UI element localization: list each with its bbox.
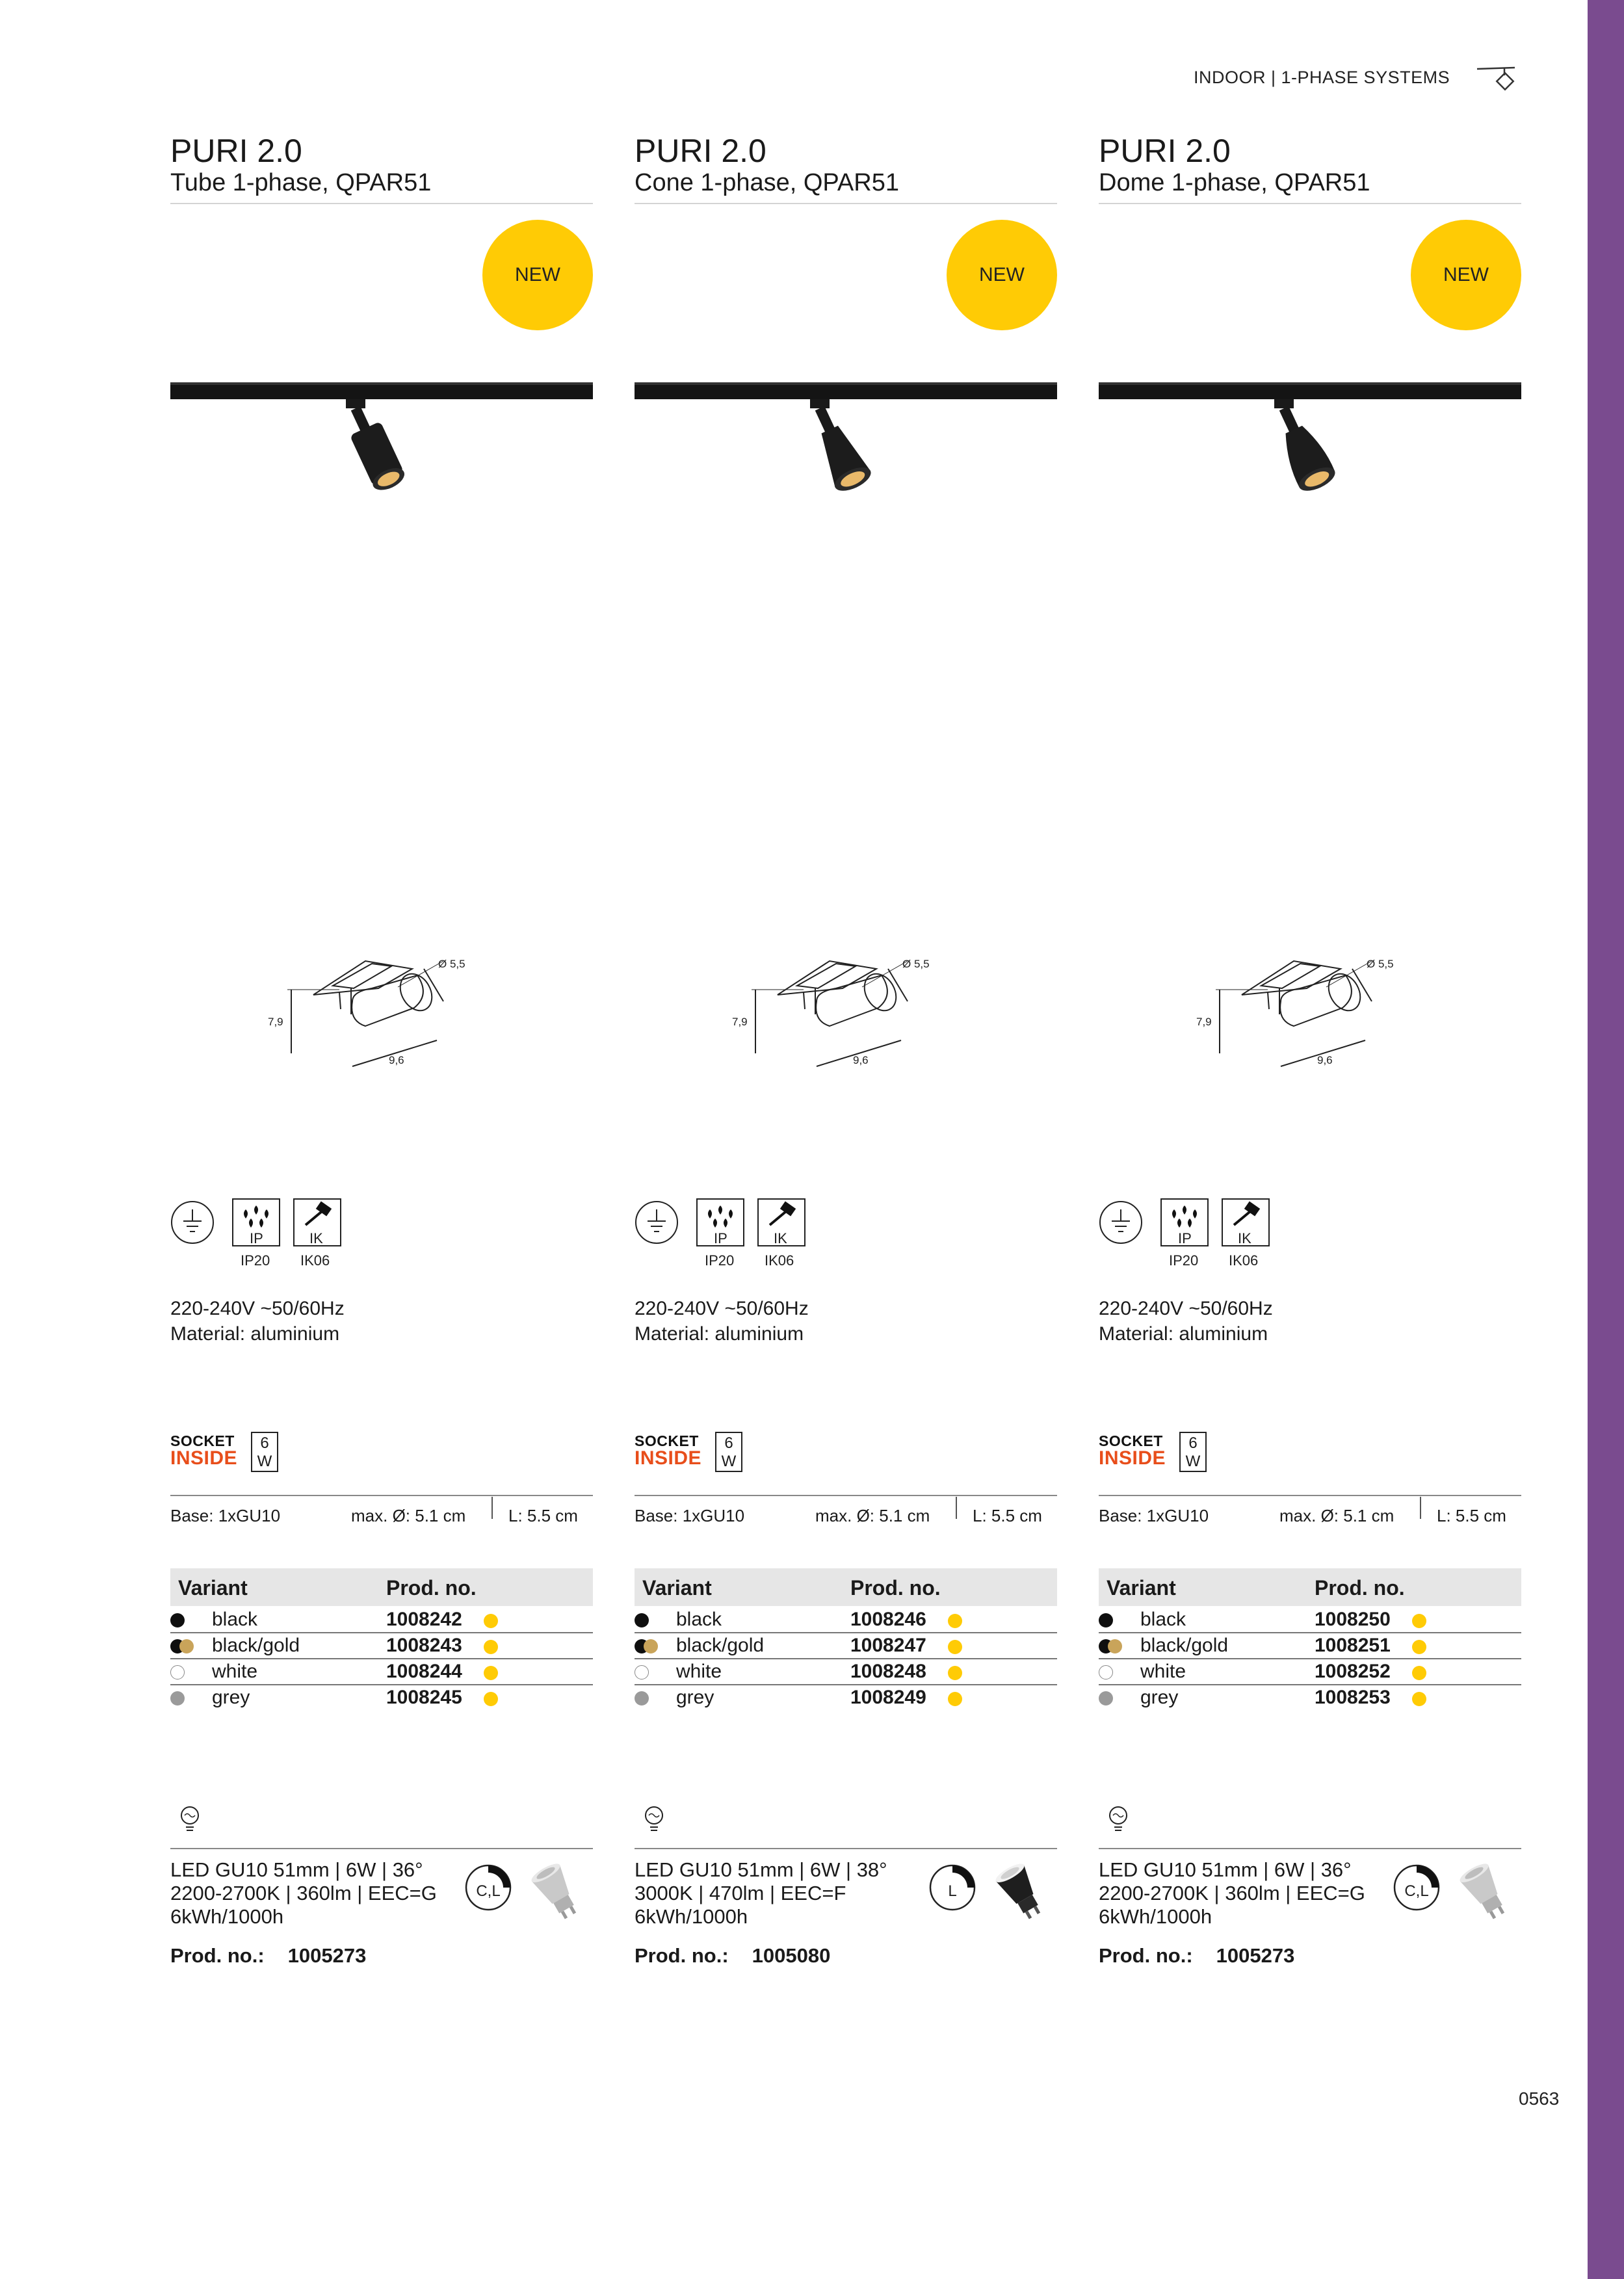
divider xyxy=(1099,203,1521,204)
led-lamp-spec: LED GU10 51mm | 6W | 36° 2200-2700K | 360lm | EEC=G 6kWh/1000h xyxy=(170,1858,437,1928)
gu10-lamp-image xyxy=(1450,1857,1521,1929)
product-subtitle: Dome 1-phase, QPAR51 xyxy=(1099,169,1370,196)
product-number: 1008252 xyxy=(1315,1661,1391,1682)
divider xyxy=(1420,1497,1421,1519)
diameter-label: Ø 5,5 xyxy=(1367,958,1394,970)
diameter-label: Ø 5,5 xyxy=(438,958,465,970)
availability-dot xyxy=(484,1614,498,1628)
ik-rating-icon xyxy=(294,1199,341,1269)
swatch-grey xyxy=(1099,1691,1113,1706)
light-bulb-icon xyxy=(1105,1804,1131,1836)
svg-text:L: L xyxy=(948,1882,957,1900)
gu10-lamp-image xyxy=(986,1857,1057,1929)
availability-dot xyxy=(484,1640,498,1654)
availability-dot xyxy=(1412,1614,1426,1628)
socket-inside-logo: SOCKET INSIDE xyxy=(1099,1432,1166,1469)
table-row xyxy=(1099,1607,1521,1633)
availability-dot xyxy=(484,1666,498,1680)
svg-text:C,L: C,L xyxy=(1404,1882,1429,1900)
svg-text:IK: IK xyxy=(774,1230,787,1246)
table-row xyxy=(635,1659,1057,1685)
dimmable-icon xyxy=(927,1862,978,1913)
product-number: 1008248 xyxy=(850,1661,926,1682)
height-label: 7,9 xyxy=(1196,1016,1212,1028)
product-photo xyxy=(635,377,1057,533)
table-row xyxy=(1099,1633,1521,1659)
product-column-cone xyxy=(635,0,1057,2279)
dimmable-icon xyxy=(463,1862,514,1913)
dimension-drawing xyxy=(268,943,495,1079)
variant-name: black/gold xyxy=(1140,1635,1229,1656)
max-diameter: max. Ø: 5.1 cm xyxy=(1279,1506,1395,1525)
variant-name: black xyxy=(1140,1609,1186,1630)
lamp-prod-no: Prod. no.: 1005273 xyxy=(170,1944,367,1967)
variant-name: white xyxy=(1140,1661,1186,1682)
divider xyxy=(170,1848,593,1849)
product-title: PURI 2.0 xyxy=(635,133,766,169)
product-number: 1008250 xyxy=(1315,1609,1391,1630)
protection-class-icon xyxy=(172,1202,213,1243)
table-row xyxy=(170,1659,593,1685)
divider xyxy=(491,1497,493,1519)
product-column-dome xyxy=(1099,0,1521,2279)
base-type: Base: 1xGU10 xyxy=(1099,1506,1209,1525)
page-number: 0563 xyxy=(1519,2088,1560,2109)
table-row xyxy=(170,1685,593,1711)
table-row xyxy=(170,1633,593,1659)
dimmable-icon xyxy=(1391,1862,1442,1913)
section-header: INDOOR | 1-PHASE SYSTEMS xyxy=(1194,68,1450,87)
new-badge: NEW xyxy=(482,220,593,330)
base-type: Base: 1xGU10 xyxy=(170,1506,281,1525)
variant-name: grey xyxy=(1140,1687,1179,1708)
certification-icons xyxy=(635,1195,856,1273)
product-number: 1008251 xyxy=(1315,1635,1391,1656)
product-number: 1008242 xyxy=(386,1609,462,1630)
certification-icons xyxy=(170,1195,391,1273)
new-badge: NEW xyxy=(1411,220,1521,330)
availability-dot xyxy=(1412,1666,1426,1680)
svg-text:C,L: C,L xyxy=(476,1882,501,1900)
swatch-white xyxy=(1099,1665,1113,1680)
variant-table-header: Variant Prod. no. xyxy=(1099,1568,1521,1606)
material-spec: Material: aluminium xyxy=(1099,1323,1268,1345)
product-number: 1008245 xyxy=(386,1687,462,1708)
variant-name: white xyxy=(676,1661,722,1682)
voltage-spec: 220-240V ~50/60Hz xyxy=(1099,1298,1273,1319)
length-label: 9,6 xyxy=(853,1054,869,1066)
certification-icons xyxy=(1099,1195,1320,1273)
divider xyxy=(170,1495,593,1496)
swatch-black xyxy=(1099,1613,1113,1627)
product-column-tube xyxy=(170,0,593,2279)
svg-text:IP: IP xyxy=(714,1230,727,1246)
wattage-box: 6 W xyxy=(251,1432,278,1472)
socket-inside-logo: SOCKET INSIDE xyxy=(635,1432,702,1469)
lamp-prod-no: Prod. no.: 1005273 xyxy=(1099,1944,1295,1967)
ik-rating-icon xyxy=(1222,1199,1269,1269)
product-number: 1008253 xyxy=(1315,1687,1391,1708)
protection-class-icon xyxy=(1100,1202,1142,1243)
variant-table-header: Variant Prod. no. xyxy=(170,1568,593,1606)
variant-name: black/gold xyxy=(212,1635,300,1656)
gu10-lamp-image xyxy=(521,1857,593,1929)
variant-name: black xyxy=(676,1609,722,1630)
swatch-white xyxy=(635,1665,649,1680)
svg-text:IP: IP xyxy=(1178,1230,1192,1246)
variant-name: white xyxy=(212,1661,258,1682)
led-lamp-spec: LED GU10 51mm | 6W | 36° 2200-2700K | 360lm | EEC=G 6kWh/1000h xyxy=(1099,1858,1365,1928)
wattage-box: 6 W xyxy=(1179,1432,1207,1472)
ik-value: IK06 xyxy=(765,1252,794,1269)
divider xyxy=(956,1497,957,1519)
height-label: 7,9 xyxy=(268,1016,283,1028)
ik-rating-icon xyxy=(758,1199,805,1269)
ik-value: IK06 xyxy=(300,1252,330,1269)
lamp-length: L: 5.5 cm xyxy=(508,1506,578,1525)
availability-dot xyxy=(948,1614,962,1628)
ip-value: IP20 xyxy=(241,1252,270,1269)
voltage-spec: 220-240V ~50/60Hz xyxy=(635,1298,809,1319)
product-number: 1008247 xyxy=(850,1635,926,1656)
swatch-black xyxy=(170,1613,185,1627)
material-spec: Material: aluminium xyxy=(635,1323,804,1345)
product-subtitle: Tube 1-phase, QPAR51 xyxy=(170,169,432,196)
table-row xyxy=(1099,1659,1521,1685)
product-number: 1008246 xyxy=(850,1609,926,1630)
variant-name: grey xyxy=(212,1687,250,1708)
availability-dot xyxy=(948,1640,962,1654)
svg-text:IK: IK xyxy=(1238,1230,1251,1246)
table-row xyxy=(635,1633,1057,1659)
availability-dot xyxy=(948,1666,962,1680)
svg-text:IP: IP xyxy=(250,1230,263,1246)
product-title: PURI 2.0 xyxy=(1099,133,1231,169)
swatch-grey xyxy=(170,1691,185,1706)
length-label: 9,6 xyxy=(1317,1054,1333,1066)
variant-name: grey xyxy=(676,1687,714,1708)
availability-dot xyxy=(1412,1640,1426,1654)
divider xyxy=(635,203,1057,204)
lamp-length: L: 5.5 cm xyxy=(973,1506,1042,1525)
dimension-drawing xyxy=(1196,943,1424,1079)
swatch-gold xyxy=(1108,1639,1122,1653)
light-bulb-icon xyxy=(641,1804,667,1836)
availability-dot xyxy=(1412,1692,1426,1706)
divider xyxy=(635,1848,1057,1849)
base-type: Base: 1xGU10 xyxy=(635,1506,745,1525)
max-diameter: max. Ø: 5.1 cm xyxy=(815,1506,930,1525)
product-subtitle: Cone 1-phase, QPAR51 xyxy=(635,169,899,196)
length-label: 9,6 xyxy=(389,1054,404,1066)
variant-name: black xyxy=(212,1609,258,1630)
table-row xyxy=(635,1685,1057,1711)
ip-rating-icon xyxy=(233,1199,280,1269)
table-row xyxy=(170,1607,593,1633)
swatch-white xyxy=(170,1665,185,1680)
voltage-spec: 220-240V ~50/60Hz xyxy=(170,1298,345,1319)
ip-rating-icon xyxy=(697,1199,744,1269)
ip-value: IP20 xyxy=(705,1252,735,1269)
wattage-box: 6 W xyxy=(715,1432,742,1472)
swatch-gold xyxy=(179,1639,194,1653)
light-bulb-icon xyxy=(177,1804,203,1836)
height-label: 7,9 xyxy=(732,1016,748,1028)
material-spec: Material: aluminium xyxy=(170,1323,340,1345)
new-badge: NEW xyxy=(947,220,1057,330)
product-photo xyxy=(1099,377,1521,533)
lamp-length: L: 5.5 cm xyxy=(1437,1506,1506,1525)
availability-dot xyxy=(948,1692,962,1706)
product-number: 1008244 xyxy=(386,1661,462,1682)
ik-value: IK06 xyxy=(1229,1252,1259,1269)
chapter-color-bar xyxy=(1588,0,1624,2279)
divider xyxy=(170,203,593,204)
ip-value: IP20 xyxy=(1169,1252,1199,1269)
diameter-label: Ø 5,5 xyxy=(902,958,930,970)
divider xyxy=(1099,1848,1521,1849)
product-title: PURI 2.0 xyxy=(170,133,302,169)
product-number: 1008249 xyxy=(850,1687,926,1708)
variant-name: black/gold xyxy=(676,1635,765,1656)
variant-table-header: Variant Prod. no. xyxy=(635,1568,1057,1606)
table-row xyxy=(635,1607,1057,1633)
lamp-prod-no: Prod. no.: 1005080 xyxy=(635,1944,831,1967)
swatch-black xyxy=(635,1613,649,1627)
max-diameter: max. Ø: 5.1 cm xyxy=(351,1506,466,1525)
product-number: 1008243 xyxy=(386,1635,462,1656)
product-photo xyxy=(170,377,593,533)
led-lamp-spec: LED GU10 51mm | 6W | 38° 3000K | 470lm | EEC=F 6kWh/1000h xyxy=(635,1858,887,1928)
protection-class-icon xyxy=(636,1202,677,1243)
ip-rating-icon xyxy=(1161,1199,1208,1269)
socket-inside-logo: SOCKET INSIDE xyxy=(170,1432,238,1469)
availability-dot xyxy=(484,1692,498,1706)
svg-text:IK: IK xyxy=(309,1230,323,1246)
table-row xyxy=(1099,1685,1521,1711)
swatch-grey xyxy=(635,1691,649,1706)
divider xyxy=(635,1495,1057,1496)
divider xyxy=(1099,1495,1521,1496)
dimension-drawing xyxy=(732,943,960,1079)
swatch-gold xyxy=(644,1639,658,1653)
